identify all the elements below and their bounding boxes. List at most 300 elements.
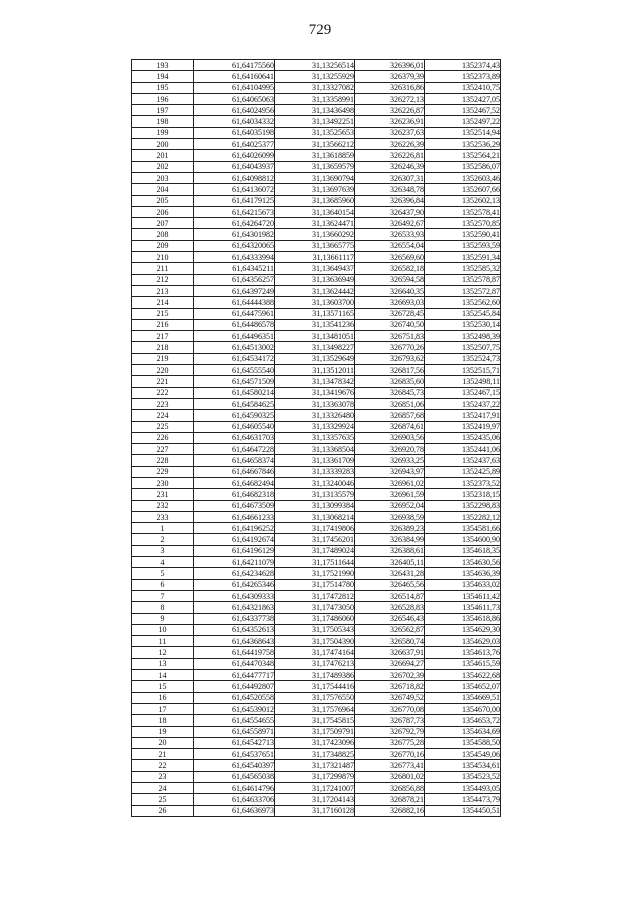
- table-row: [132, 500, 501, 511]
- y-coordinate-cell: 1352437,63: [425, 455, 501, 466]
- table-row: [132, 783, 501, 794]
- table-row: [132, 805, 501, 816]
- point-number-cell: 15: [132, 681, 194, 692]
- latitude-cell: 61,64470348: [194, 658, 275, 669]
- x-coordinate-cell: 326637,91: [355, 647, 425, 658]
- table-row: [132, 749, 501, 760]
- table-row: [132, 161, 501, 172]
- x-coordinate-cell: 326728,45: [355, 308, 425, 319]
- latitude-cell: 61,64486578: [194, 319, 275, 330]
- table-row: [132, 274, 501, 285]
- table-row: [132, 760, 501, 771]
- longitude-cell: 31,13659579: [275, 161, 355, 172]
- x-coordinate-cell: 326952,04: [355, 500, 425, 511]
- table-row: [132, 455, 501, 466]
- point-number-cell: 13: [132, 658, 194, 669]
- table-row: [132, 511, 501, 522]
- latitude-cell: 61,64555540: [194, 365, 275, 376]
- table-row: [132, 342, 501, 353]
- point-number-cell: 224: [132, 410, 194, 421]
- table-row: [132, 353, 501, 364]
- longitude-cell: 31,17473050: [275, 602, 355, 613]
- longitude-cell: 31,17419806: [275, 523, 355, 534]
- x-coordinate-cell: 326569,60: [355, 252, 425, 263]
- latitude-cell: 61,64605540: [194, 421, 275, 432]
- x-coordinate-cell: 326226,39: [355, 139, 425, 150]
- latitude-cell: 61,64321863: [194, 602, 275, 613]
- latitude-cell: 61,64682494: [194, 477, 275, 488]
- latitude-cell: 61,64024956: [194, 105, 275, 116]
- latitude-cell: 61,64537651: [194, 749, 275, 760]
- y-coordinate-cell: 1354629,30: [425, 624, 501, 635]
- point-number-cell: 3: [132, 545, 194, 556]
- x-coordinate-cell: 326546,43: [355, 613, 425, 624]
- point-number-cell: 220: [132, 365, 194, 376]
- point-number-cell: 230: [132, 477, 194, 488]
- point-number-cell: 199: [132, 127, 194, 138]
- point-number-cell: 213: [132, 285, 194, 296]
- y-coordinate-cell: 1354652,07: [425, 681, 501, 692]
- latitude-cell: 61,64558971: [194, 726, 275, 737]
- y-coordinate-cell: 1352497,22: [425, 116, 501, 127]
- longitude-cell: 31,13419676: [275, 387, 355, 398]
- latitude-cell: 61,64631703: [194, 432, 275, 443]
- longitude-cell: 31,17474164: [275, 647, 355, 658]
- point-number-cell: 208: [132, 229, 194, 240]
- point-number-cell: 21: [132, 749, 194, 760]
- point-number-cell: 227: [132, 444, 194, 455]
- y-coordinate-cell: 1352437,22: [425, 398, 501, 409]
- latitude-cell: 61,64539012: [194, 703, 275, 714]
- table-row: [132, 184, 501, 195]
- table-row: [132, 139, 501, 150]
- point-number-cell: 17: [132, 703, 194, 714]
- longitude-cell: 31,13529649: [275, 353, 355, 364]
- point-number-cell: 24: [132, 783, 194, 794]
- latitude-cell: 61,64492807: [194, 681, 275, 692]
- y-coordinate-cell: 1354670,00: [425, 703, 501, 714]
- y-coordinate-cell: 1354450,51: [425, 805, 501, 816]
- x-coordinate-cell: 326903,56: [355, 432, 425, 443]
- y-coordinate-cell: 1354613,76: [425, 647, 501, 658]
- y-coordinate-cell: 1352591,34: [425, 252, 501, 263]
- x-coordinate-cell: 326773,41: [355, 760, 425, 771]
- y-coordinate-cell: 1352425,89: [425, 466, 501, 477]
- table-row: [132, 297, 501, 308]
- point-number-cell: 206: [132, 206, 194, 217]
- longitude-cell: 31,13068214: [275, 511, 355, 522]
- x-coordinate-cell: 326307,31: [355, 172, 425, 183]
- x-coordinate-cell: 326851,06: [355, 398, 425, 409]
- table-row: [132, 624, 501, 635]
- table-row: [132, 602, 501, 613]
- y-coordinate-cell: 1354581,66: [425, 523, 501, 534]
- y-coordinate-cell: 1354588,50: [425, 737, 501, 748]
- point-number-cell: 223: [132, 398, 194, 409]
- x-coordinate-cell: 326801,02: [355, 771, 425, 782]
- table-row: [132, 376, 501, 387]
- longitude-cell: 31,17504390: [275, 636, 355, 647]
- point-number-cell: 8: [132, 602, 194, 613]
- longitude-cell: 31,13368504: [275, 444, 355, 455]
- x-coordinate-cell: 326272,13: [355, 93, 425, 104]
- latitude-cell: 61,64636973: [194, 805, 275, 816]
- page-number: 729: [308, 22, 332, 38]
- latitude-cell: 61,64419758: [194, 647, 275, 658]
- y-coordinate-cell: 1354629,03: [425, 636, 501, 647]
- point-number-cell: 6: [132, 579, 194, 590]
- point-number-cell: 200: [132, 139, 194, 150]
- table-row: [132, 206, 501, 217]
- table-row: [132, 715, 501, 726]
- longitude-cell: 31,13240046: [275, 477, 355, 488]
- table-row: [132, 172, 501, 183]
- x-coordinate-cell: 326943,97: [355, 466, 425, 477]
- point-number-cell: 1: [132, 523, 194, 534]
- table-row: [132, 534, 501, 545]
- latitude-cell: 61,64175560: [194, 60, 275, 71]
- table-row: [132, 116, 501, 127]
- latitude-cell: 61,64215673: [194, 206, 275, 217]
- table-row: [132, 557, 501, 568]
- y-coordinate-cell: 1354669,51: [425, 692, 501, 703]
- table-row: [132, 285, 501, 296]
- x-coordinate-cell: 326749,52: [355, 692, 425, 703]
- latitude-cell: 61,64540397: [194, 760, 275, 771]
- latitude-cell: 61,64065063: [194, 93, 275, 104]
- table-row: [132, 93, 501, 104]
- point-number-cell: 198: [132, 116, 194, 127]
- y-coordinate-cell: 1352298,83: [425, 500, 501, 511]
- latitude-cell: 61,64196252: [194, 523, 275, 534]
- table-row: [132, 489, 501, 500]
- y-coordinate-cell: 1354653,72: [425, 715, 501, 726]
- x-coordinate-cell: 326396,01: [355, 60, 425, 71]
- y-coordinate-cell: 1352530,14: [425, 319, 501, 330]
- y-coordinate-cell: 1352515,71: [425, 365, 501, 376]
- point-number-cell: 216: [132, 319, 194, 330]
- point-number-cell: 218: [132, 342, 194, 353]
- latitude-cell: 61,64397249: [194, 285, 275, 296]
- longitude-cell: 31,17509791: [275, 726, 355, 737]
- point-number-cell: 231: [132, 489, 194, 500]
- longitude-cell: 31,13541236: [275, 319, 355, 330]
- y-coordinate-cell: 1354615,59: [425, 658, 501, 669]
- x-coordinate-cell: 326770,16: [355, 749, 425, 760]
- y-coordinate-cell: 1352564,21: [425, 150, 501, 161]
- y-coordinate-cell: 1352507,75: [425, 342, 501, 353]
- x-coordinate-cell: 326835,60: [355, 376, 425, 387]
- table-row: [132, 670, 501, 681]
- longitude-cell: 31,13571165: [275, 308, 355, 319]
- y-coordinate-cell: 1352427,05: [425, 93, 501, 104]
- table-row: [132, 421, 501, 432]
- table-row: [132, 771, 501, 782]
- point-number-cell: 219: [132, 353, 194, 364]
- point-number-cell: 221: [132, 376, 194, 387]
- longitude-cell: 31,13099384: [275, 500, 355, 511]
- longitude-cell: 31,17511644: [275, 557, 355, 568]
- latitude-cell: 61,64234628: [194, 568, 275, 579]
- table-row: [132, 636, 501, 647]
- latitude-cell: 61,64320065: [194, 240, 275, 251]
- x-coordinate-cell: 326817,56: [355, 365, 425, 376]
- point-number-cell: 215: [132, 308, 194, 319]
- table-row: [132, 195, 501, 206]
- longitude-cell: 31,13690794: [275, 172, 355, 183]
- table-row: [132, 466, 501, 477]
- y-coordinate-cell: 1352467,52: [425, 105, 501, 116]
- latitude-cell: 61,64136072: [194, 184, 275, 195]
- y-coordinate-cell: 1354523,52: [425, 771, 501, 782]
- x-coordinate-cell: 326528,83: [355, 602, 425, 613]
- y-coordinate-cell: 1354630,56: [425, 557, 501, 568]
- table-row: [132, 477, 501, 488]
- x-coordinate-cell: 326388,61: [355, 545, 425, 556]
- x-coordinate-cell: 326718,82: [355, 681, 425, 692]
- y-coordinate-cell: 1352607,66: [425, 184, 501, 195]
- y-coordinate-cell: 1354493,05: [425, 783, 501, 794]
- latitude-cell: 61,64034332: [194, 116, 275, 127]
- longitude-cell: 31,17514780: [275, 579, 355, 590]
- point-number-cell: 9: [132, 613, 194, 624]
- longitude-cell: 31,13685960: [275, 195, 355, 206]
- x-coordinate-cell: 326787,73: [355, 715, 425, 726]
- point-number-cell: 16: [132, 692, 194, 703]
- x-coordinate-cell: 326770,26: [355, 342, 425, 353]
- longitude-cell: 31,13697639: [275, 184, 355, 195]
- table-row: [132, 432, 501, 443]
- point-number-cell: 204: [132, 184, 194, 195]
- point-number-cell: 212: [132, 274, 194, 285]
- longitude-cell: 31,13649437: [275, 263, 355, 274]
- x-coordinate-cell: 326961,59: [355, 489, 425, 500]
- point-number-cell: 11: [132, 636, 194, 647]
- latitude-cell: 61,64513002: [194, 342, 275, 353]
- point-number-cell: 225: [132, 421, 194, 432]
- table-row: [132, 579, 501, 590]
- longitude-cell: 31,13566212: [275, 139, 355, 150]
- table-row: [132, 726, 501, 737]
- coordinates-table-body: [132, 60, 501, 817]
- y-coordinate-cell: 1352586,07: [425, 161, 501, 172]
- point-number-cell: 228: [132, 455, 194, 466]
- table-row: [132, 398, 501, 409]
- y-coordinate-cell: 1354636,39: [425, 568, 501, 579]
- table-row: [132, 365, 501, 376]
- longitude-cell: 31,13624471: [275, 218, 355, 229]
- longitude-cell: 31,13436498: [275, 105, 355, 116]
- point-number-cell: 210: [132, 252, 194, 263]
- longitude-cell: 31,17505343: [275, 624, 355, 635]
- longitude-cell: 31,13624442: [275, 285, 355, 296]
- x-coordinate-cell: 326237,63: [355, 127, 425, 138]
- y-coordinate-cell: 1354622,68: [425, 670, 501, 681]
- point-number-cell: 207: [132, 218, 194, 229]
- table-row: [132, 229, 501, 240]
- latitude-cell: 61,64265346: [194, 579, 275, 590]
- longitude-cell: 31,17486060: [275, 613, 355, 624]
- table-row: [132, 794, 501, 805]
- y-coordinate-cell: 1354600,90: [425, 534, 501, 545]
- longitude-cell: 31,17545815: [275, 715, 355, 726]
- x-coordinate-cell: 326348,78: [355, 184, 425, 195]
- table-row: [132, 410, 501, 421]
- y-coordinate-cell: 1354473,79: [425, 794, 501, 805]
- latitude-cell: 61,64098812: [194, 172, 275, 183]
- point-number-cell: 25: [132, 794, 194, 805]
- latitude-cell: 61,64565038: [194, 771, 275, 782]
- table-row: [132, 523, 501, 534]
- y-coordinate-cell: 1354618,86: [425, 613, 501, 624]
- x-coordinate-cell: 326246,39: [355, 161, 425, 172]
- longitude-cell: 31,13327082: [275, 82, 355, 93]
- y-coordinate-cell: 1352373,89: [425, 71, 501, 82]
- point-number-cell: 214: [132, 297, 194, 308]
- table-row: [132, 82, 501, 93]
- latitude-cell: 61,64475961: [194, 308, 275, 319]
- x-coordinate-cell: 326384,99: [355, 534, 425, 545]
- longitude-cell: 31,13661117: [275, 252, 355, 263]
- x-coordinate-cell: 326640,35: [355, 285, 425, 296]
- y-coordinate-cell: 1352318,15: [425, 489, 501, 500]
- longitude-cell: 31,17489386: [275, 670, 355, 681]
- latitude-cell: 61,64309333: [194, 590, 275, 601]
- point-number-cell: 209: [132, 240, 194, 251]
- point-number-cell: 26: [132, 805, 194, 816]
- y-coordinate-cell: 1352467,15: [425, 387, 501, 398]
- longitude-cell: 31,17241007: [275, 783, 355, 794]
- latitude-cell: 61,64160641: [194, 71, 275, 82]
- x-coordinate-cell: 326396,84: [355, 195, 425, 206]
- x-coordinate-cell: 326882,16: [355, 805, 425, 816]
- longitude-cell: 31,17299879: [275, 771, 355, 782]
- y-coordinate-cell: 1354618,35: [425, 545, 501, 556]
- table-row: [132, 658, 501, 669]
- y-coordinate-cell: 1352536,29: [425, 139, 501, 150]
- longitude-cell: 31,17521990: [275, 568, 355, 579]
- longitude-cell: 31,13329924: [275, 421, 355, 432]
- x-coordinate-cell: 326856,88: [355, 783, 425, 794]
- y-coordinate-cell: 1352572,87: [425, 285, 501, 296]
- x-coordinate-cell: 326933,25: [355, 455, 425, 466]
- longitude-cell: 31,13339283: [275, 466, 355, 477]
- x-coordinate-cell: 326492,67: [355, 218, 425, 229]
- latitude-cell: 61,64192674: [194, 534, 275, 545]
- latitude-cell: 61,64356257: [194, 274, 275, 285]
- longitude-cell: 31,17489024: [275, 545, 355, 556]
- point-number-cell: 194: [132, 71, 194, 82]
- table-row: [132, 692, 501, 703]
- latitude-cell: 61,64025377: [194, 139, 275, 150]
- longitude-cell: 31,17576964: [275, 703, 355, 714]
- x-coordinate-cell: 326920,78: [355, 444, 425, 455]
- point-number-cell: 222: [132, 387, 194, 398]
- y-coordinate-cell: 1352590,41: [425, 229, 501, 240]
- latitude-cell: 61,64496351: [194, 331, 275, 342]
- longitude-cell: 31,13525653: [275, 127, 355, 138]
- latitude-cell: 61,64477717: [194, 670, 275, 681]
- x-coordinate-cell: 326857,68: [355, 410, 425, 421]
- latitude-cell: 61,64444388: [194, 297, 275, 308]
- longitude-cell: 31,13498227: [275, 342, 355, 353]
- x-coordinate-cell: 326582,18: [355, 263, 425, 274]
- x-coordinate-cell: 326533,93: [355, 229, 425, 240]
- table-row: [132, 308, 501, 319]
- point-number-cell: 233: [132, 511, 194, 522]
- longitude-cell: 31,17472812: [275, 590, 355, 601]
- latitude-cell: 61,64333994: [194, 252, 275, 263]
- y-coordinate-cell: 1352545,84: [425, 308, 501, 319]
- point-number-cell: 193: [132, 60, 194, 71]
- point-number-cell: 4: [132, 557, 194, 568]
- y-coordinate-cell: 1352570,85: [425, 218, 501, 229]
- point-number-cell: 203: [132, 172, 194, 183]
- table-row: [132, 331, 501, 342]
- latitude-cell: 61,64580214: [194, 387, 275, 398]
- table-row: [132, 681, 501, 692]
- table-row: [132, 150, 501, 161]
- longitude-cell: 31,13512011: [275, 365, 355, 376]
- latitude-cell: 61,64682318: [194, 489, 275, 500]
- latitude-cell: 61,64104995: [194, 82, 275, 93]
- latitude-cell: 61,64633706: [194, 794, 275, 805]
- point-number-cell: 201: [132, 150, 194, 161]
- y-coordinate-cell: 1352524,73: [425, 353, 501, 364]
- x-coordinate-cell: 326961,02: [355, 477, 425, 488]
- x-coordinate-cell: 326845,73: [355, 387, 425, 398]
- x-coordinate-cell: 326938,59: [355, 511, 425, 522]
- longitude-cell: 31,13636949: [275, 274, 355, 285]
- table-row: [132, 105, 501, 116]
- x-coordinate-cell: 326236,91: [355, 116, 425, 127]
- latitude-cell: 61,64584625: [194, 398, 275, 409]
- point-number-cell: 12: [132, 647, 194, 658]
- point-number-cell: 226: [132, 432, 194, 443]
- latitude-cell: 61,64542713: [194, 737, 275, 748]
- table-row: [132, 252, 501, 263]
- y-coordinate-cell: 1352441,06: [425, 444, 501, 455]
- x-coordinate-cell: 326562,87: [355, 624, 425, 635]
- longitude-cell: 31,17204143: [275, 794, 355, 805]
- latitude-cell: 61,64352613: [194, 624, 275, 635]
- longitude-cell: 31,17348825: [275, 749, 355, 760]
- table-row: [132, 263, 501, 274]
- longitude-cell: 31,13358991: [275, 93, 355, 104]
- longitude-cell: 31,13326480: [275, 410, 355, 421]
- table-row: [132, 444, 501, 455]
- table-row: [132, 387, 501, 398]
- latitude-cell: 61,64658374: [194, 455, 275, 466]
- table-row: [132, 647, 501, 658]
- y-coordinate-cell: 1352603,46: [425, 172, 501, 183]
- point-number-cell: 14: [132, 670, 194, 681]
- point-number-cell: 7: [132, 590, 194, 601]
- x-coordinate-cell: 326431,28: [355, 568, 425, 579]
- latitude-cell: 61,64043937: [194, 161, 275, 172]
- x-coordinate-cell: 326226,87: [355, 105, 425, 116]
- latitude-cell: 61,64534172: [194, 353, 275, 364]
- latitude-cell: 61,64345211: [194, 263, 275, 274]
- latitude-cell: 61,64661233: [194, 511, 275, 522]
- y-coordinate-cell: 1354534,61: [425, 760, 501, 771]
- x-coordinate-cell: 326226,81: [355, 150, 425, 161]
- table-row: [132, 545, 501, 556]
- longitude-cell: 31,13492251: [275, 116, 355, 127]
- x-coordinate-cell: 326437,90: [355, 206, 425, 217]
- longitude-cell: 31,13363078: [275, 398, 355, 409]
- table-row: [132, 240, 501, 251]
